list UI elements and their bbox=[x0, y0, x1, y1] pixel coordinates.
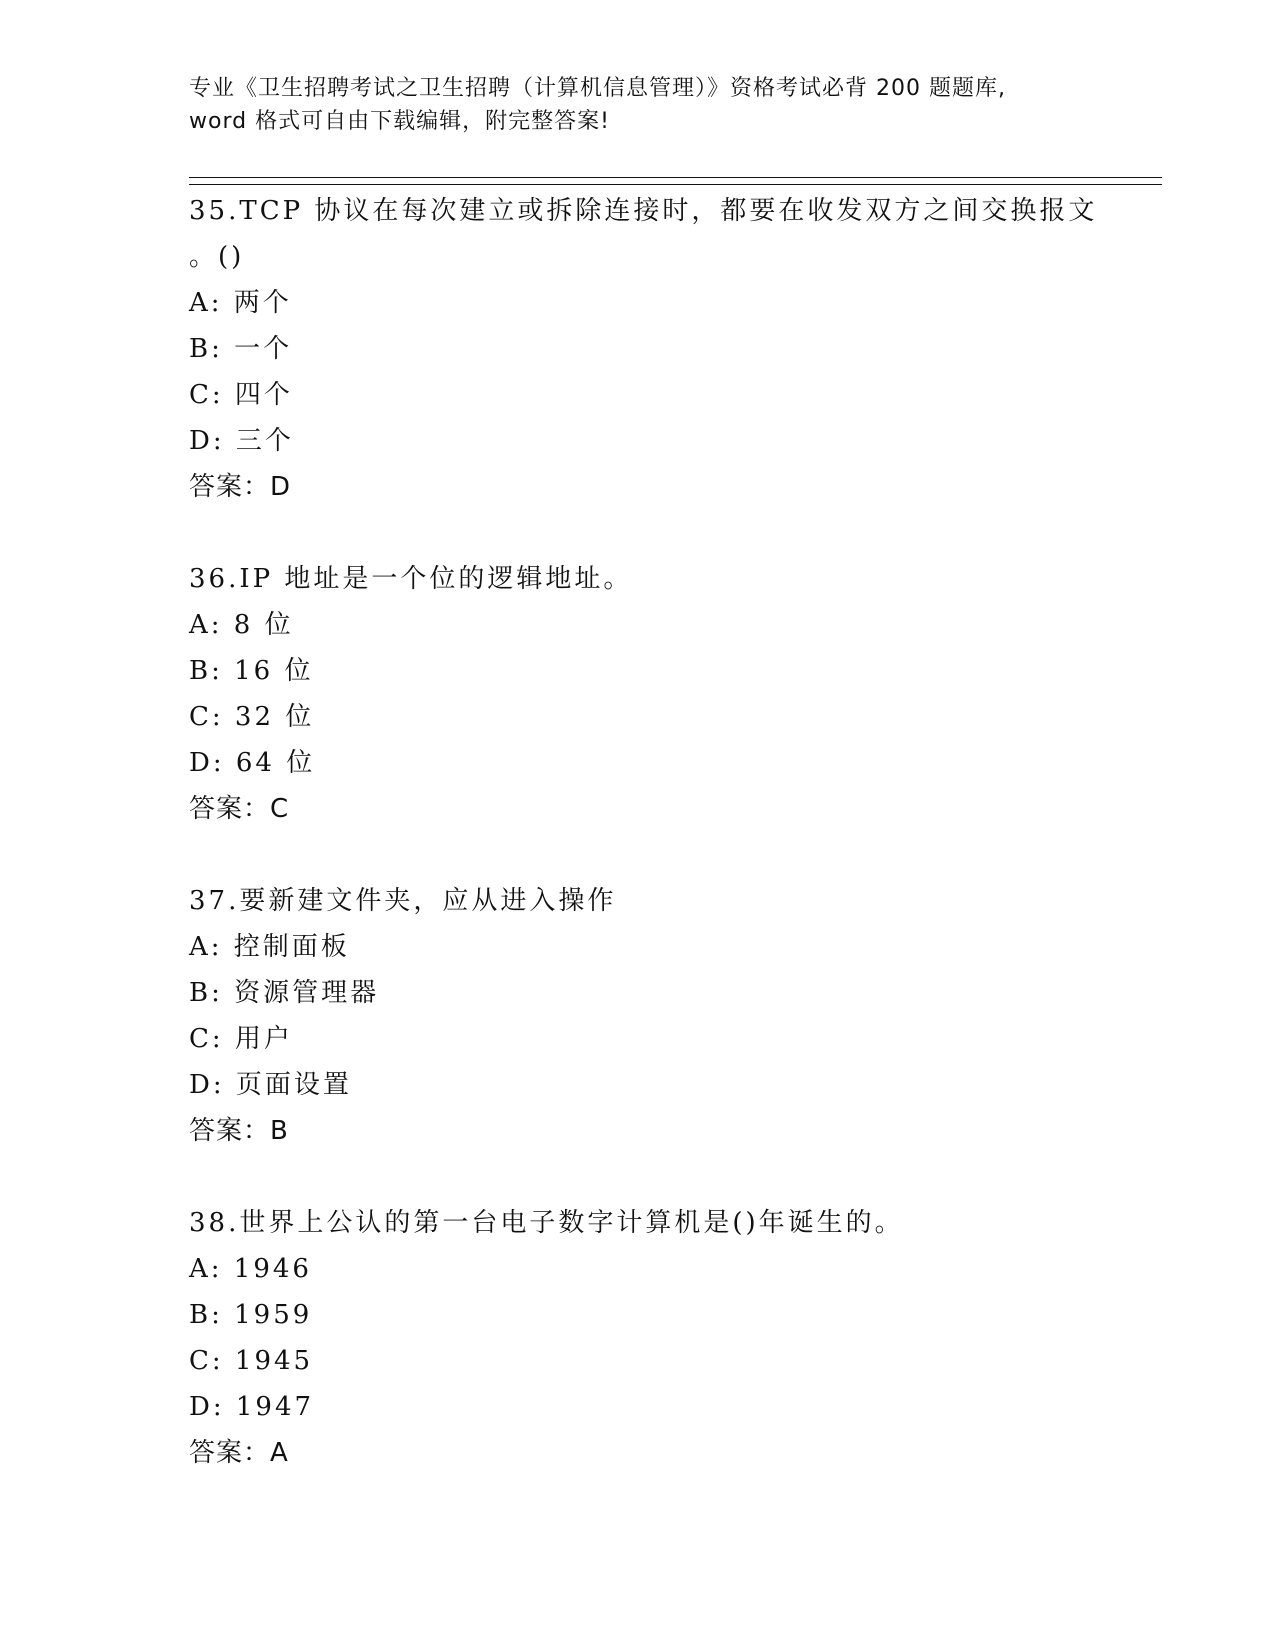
question-spacer bbox=[189, 510, 1169, 556]
question-stem-line: 35.TCP 协议在每次建立或拆除连接时，都要在收发双方之间交换报文 bbox=[189, 196, 1098, 226]
question-stem-line: 37.要新建文件夹，应从进入操作 bbox=[189, 886, 617, 916]
answer-label: 答案：D bbox=[189, 472, 292, 502]
header-line-1: 专业《卫生招聘考试之卫生招聘（计算机信息管理）》资格考试必背 200 题题库, bbox=[189, 76, 1006, 101]
question-list bbox=[189, 188, 1169, 1476]
document-header bbox=[189, 72, 1089, 138]
option-c: C: 1945 bbox=[189, 1346, 314, 1376]
question-stem-line: 36.IP 地址是一个位的逻辑地址。 bbox=[189, 564, 633, 594]
question-spacer bbox=[189, 1154, 1169, 1200]
option-a: A: 1946 bbox=[189, 1254, 312, 1284]
header-divider-top bbox=[189, 177, 1162, 178]
question-36 bbox=[189, 556, 1169, 878]
question-stem-line: 38.世界上公认的第一台电子数字计算机是()年诞生的。 bbox=[189, 1208, 904, 1238]
option-d: D: 页面设置 bbox=[189, 1070, 352, 1100]
question-stem-line: 。() bbox=[189, 242, 245, 272]
option-d: D: 三个 bbox=[189, 426, 294, 456]
question-spacer bbox=[189, 832, 1169, 878]
header-divider-bottom bbox=[189, 184, 1162, 185]
option-a: A: 两个 bbox=[189, 288, 292, 318]
option-c: C: 四个 bbox=[189, 380, 293, 410]
option-b: B: 一个 bbox=[189, 334, 293, 364]
option-b: B: 资源管理器 bbox=[189, 978, 380, 1008]
option-b: B: 1959 bbox=[189, 1300, 313, 1330]
option-a: A: 8 位 bbox=[189, 610, 294, 640]
option-d: D: 1947 bbox=[189, 1392, 315, 1422]
question-38 bbox=[189, 1200, 1169, 1476]
answer-label: 答案：A bbox=[189, 1438, 289, 1468]
header-line-2: word 格式可自由下载编辑，附完整答案! bbox=[189, 109, 610, 134]
option-c: C: 用户 bbox=[189, 1024, 293, 1054]
option-a: A: 控制面板 bbox=[189, 932, 350, 962]
answer-label: 答案：B bbox=[189, 1116, 289, 1146]
option-d: D: 64 位 bbox=[189, 748, 316, 778]
option-b: B: 16 位 bbox=[189, 656, 314, 686]
question-37 bbox=[189, 878, 1169, 1200]
option-c: C: 32 位 bbox=[189, 702, 315, 732]
question-35 bbox=[189, 188, 1169, 556]
answer-label: 答案：C bbox=[189, 794, 290, 824]
